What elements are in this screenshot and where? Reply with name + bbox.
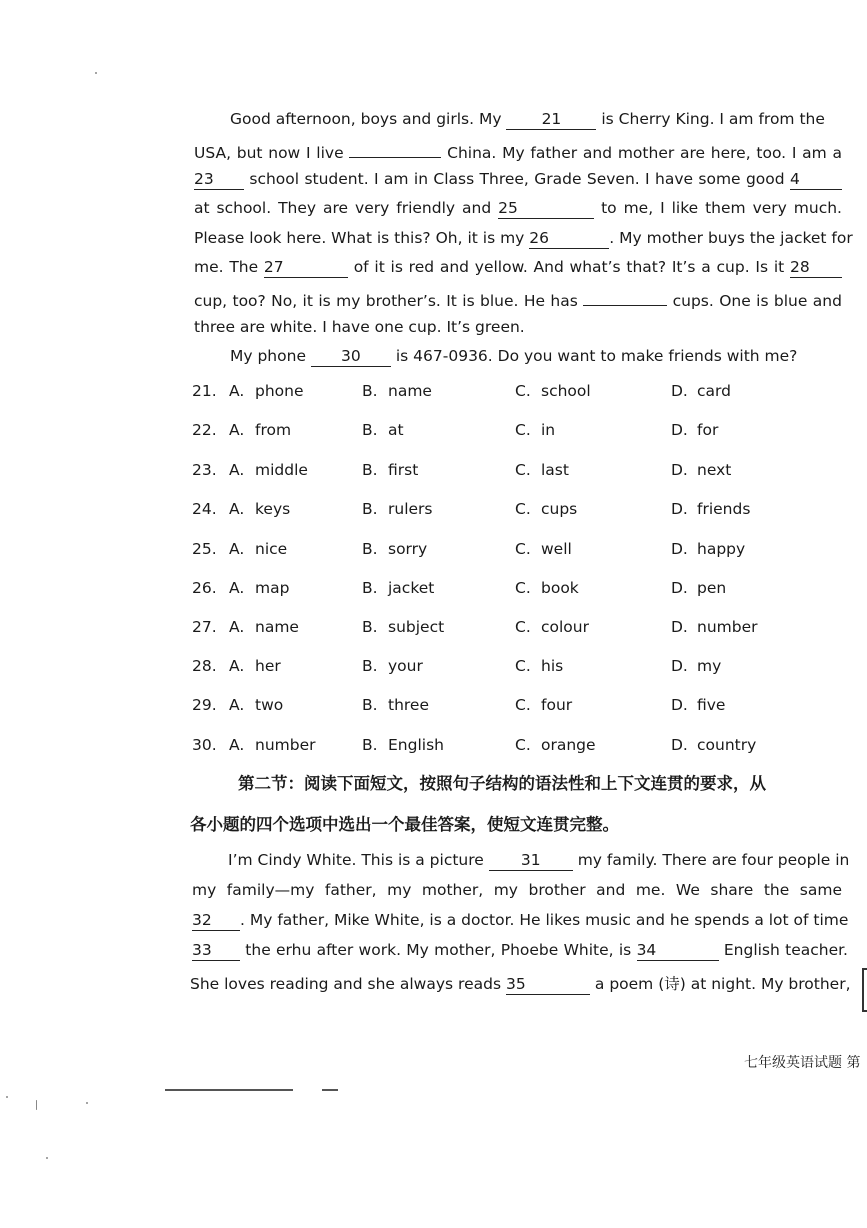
option-text: sorry xyxy=(388,540,428,558)
blank-21[interactable]: 21 xyxy=(506,110,596,130)
scan-speck xyxy=(95,72,97,74)
option-text: school xyxy=(541,382,591,400)
blank-33[interactable]: 33 xyxy=(192,941,240,961)
option-letter: C. xyxy=(515,618,531,636)
blank-28[interactable]: 28 xyxy=(790,258,842,278)
question-number: 28. xyxy=(192,657,217,675)
option-b[interactable] xyxy=(362,538,427,560)
option-letter: B. xyxy=(362,736,378,754)
option-c[interactable] xyxy=(515,419,555,441)
option-text: friends xyxy=(697,500,751,518)
scan-speck xyxy=(86,1102,88,1104)
option-a[interactable] xyxy=(229,616,299,638)
text: is Cherry King. I am from the xyxy=(601,110,825,128)
option-letter: D. xyxy=(671,618,688,636)
question-number: 23. xyxy=(192,461,217,479)
option-b[interactable] xyxy=(362,498,433,520)
option-text: cups xyxy=(541,500,578,518)
option-letter: C. xyxy=(515,382,531,400)
option-text: number xyxy=(697,618,758,636)
option-a[interactable] xyxy=(229,694,283,716)
scan-speck xyxy=(6,1096,8,1098)
option-b[interactable] xyxy=(362,459,418,481)
page-footer: 七年级英语试题 第 xyxy=(744,1055,861,1071)
passage2-line-3: 32 . My father, Mike White, is a doctor. He likes music and he spends a lot of time xyxy=(192,911,849,929)
option-letter: A. xyxy=(229,540,245,558)
option-d[interactable] xyxy=(671,498,750,520)
scan-speck xyxy=(46,1157,48,1159)
option-a[interactable] xyxy=(229,734,316,756)
option-c[interactable] xyxy=(515,577,579,599)
passage1-line-7: cup, too? No, it is my brother’s. It is blue. He has cups. One is blue and xyxy=(194,286,842,312)
question-number: 27. xyxy=(192,618,217,636)
option-text: last xyxy=(541,461,569,479)
passage2-line-5: She loves reading and she always reads 35 a poem (诗) at night. My brother, xyxy=(190,975,851,993)
option-b[interactable] xyxy=(362,419,404,441)
option-d[interactable] xyxy=(671,459,731,481)
option-c[interactable] xyxy=(515,380,591,402)
question-number: 24. xyxy=(192,500,217,518)
option-letter: A. xyxy=(229,421,245,439)
option-text: well xyxy=(541,540,572,558)
footer-rule xyxy=(165,1089,293,1091)
passage1-line-6: me. The 27 of it is red and yellow. And what’s that? It’s a cup. Is it 28 xyxy=(194,256,842,278)
option-text: phone xyxy=(255,382,304,400)
option-text: your xyxy=(388,657,423,675)
option-d[interactable] xyxy=(671,655,721,677)
blank-29[interactable] xyxy=(583,286,667,306)
option-letter: A. xyxy=(229,382,245,400)
option-letter: B. xyxy=(362,579,378,597)
option-text: at xyxy=(388,421,404,439)
question-row xyxy=(192,655,852,677)
option-text: name xyxy=(388,382,432,400)
option-text: keys xyxy=(255,500,291,518)
option-b[interactable] xyxy=(362,380,432,402)
option-letter: B. xyxy=(362,657,378,675)
option-b[interactable] xyxy=(362,734,444,756)
option-text: jacket xyxy=(388,579,435,597)
scan-speck xyxy=(36,1100,37,1110)
passage1-line-8: three are white. I have one cup. It’s green. xyxy=(194,318,525,336)
option-text: nice xyxy=(255,540,288,558)
option-letter: C. xyxy=(515,421,531,439)
option-text: number xyxy=(255,736,316,754)
option-letter: D. xyxy=(671,696,688,714)
question-row xyxy=(192,498,852,520)
option-d[interactable] xyxy=(671,694,725,716)
option-text: middle xyxy=(255,461,308,479)
passage1-line-4: at school. They are very friendly and 25 to me, I like them very much. xyxy=(194,199,842,217)
option-text: orange xyxy=(541,736,596,754)
option-a[interactable] xyxy=(229,419,291,441)
option-d[interactable] xyxy=(671,419,718,441)
question-number: 30. xyxy=(192,736,217,754)
option-letter: C. xyxy=(515,696,531,714)
section2-heading-line-1: 第二节：阅读下面短文，按照句子结构的语法性和上下文连贯的要求，从 xyxy=(238,774,766,793)
blank-27[interactable]: 27 xyxy=(264,258,348,278)
option-letter: C. xyxy=(515,736,531,754)
passage2-line-2: my family—my father, my mother, my brother and me. We share the same xyxy=(192,881,842,899)
option-text: pen xyxy=(697,579,727,597)
question-number: 22. xyxy=(192,421,217,439)
option-letter: D. xyxy=(671,579,688,597)
passage2-line-1: I’m Cindy White. This is a picture 31 my family. There are four people in xyxy=(228,851,850,869)
option-text: first xyxy=(388,461,419,479)
option-letter: A. xyxy=(229,618,245,636)
option-c[interactable] xyxy=(515,694,572,716)
option-letter: C. xyxy=(515,461,531,479)
question-row xyxy=(192,380,852,402)
option-text: rulers xyxy=(388,500,433,518)
option-letter: A. xyxy=(229,500,245,518)
option-text: her xyxy=(255,657,281,675)
option-text: map xyxy=(255,579,290,597)
option-letter: B. xyxy=(362,382,378,400)
option-letter: D. xyxy=(671,500,688,518)
option-letter: D. xyxy=(671,657,688,675)
question-row xyxy=(192,538,852,560)
option-letter: D. xyxy=(671,382,688,400)
blank-32[interactable]: 32 xyxy=(192,911,240,931)
option-c[interactable] xyxy=(515,655,563,677)
option-b[interactable] xyxy=(362,655,423,677)
option-a[interactable] xyxy=(229,538,287,560)
passage1-line-1 xyxy=(230,108,842,130)
option-letter: A. xyxy=(229,579,245,597)
option-letter: A. xyxy=(229,461,245,479)
option-text: name xyxy=(255,618,299,636)
option-letter: A. xyxy=(229,696,245,714)
option-b[interactable] xyxy=(362,577,434,599)
option-letter: B. xyxy=(362,500,378,518)
option-text: three xyxy=(388,696,430,714)
passage1-line-2: USA, but now I live China. My father and mother are here, too. I am a xyxy=(194,138,842,164)
question-number: 29. xyxy=(192,696,217,714)
passage1-line-5: Please look here. What is this? Oh, it is my 26 . My mother buys the jacket for xyxy=(194,229,853,247)
option-text: subject xyxy=(388,618,445,636)
blank-24[interactable]: 4 xyxy=(790,170,842,190)
option-text: next xyxy=(697,461,732,479)
section2-heading-line-2: 各小题的四个选项中选出一个最佳答案，使短文连贯完整。 xyxy=(190,815,619,834)
option-text: in xyxy=(541,421,556,439)
option-c[interactable] xyxy=(515,734,596,756)
blank-30[interactable]: 30 xyxy=(311,347,391,367)
question-row xyxy=(192,419,852,441)
option-d[interactable] xyxy=(671,616,758,638)
blank-22[interactable] xyxy=(349,138,441,158)
option-a[interactable] xyxy=(229,577,289,599)
question-row xyxy=(192,734,852,756)
blank-31[interactable]: 31 xyxy=(489,851,573,871)
question-number: 21. xyxy=(192,382,217,400)
passage2-line-4: 33 the erhu after work. My mother, Phoebe White, is 34 English teacher. xyxy=(192,941,848,959)
blank-25[interactable]: 25 xyxy=(498,199,594,219)
text: Good afternoon, boys and girls. My xyxy=(230,110,502,128)
question-row xyxy=(192,694,852,716)
option-text: English xyxy=(388,736,444,754)
option-d[interactable] xyxy=(671,380,731,402)
option-d[interactable] xyxy=(671,538,745,560)
option-letter: C. xyxy=(515,579,531,597)
passage1-line-9: My phone 30 is 467-0936. Do you want to make friends with me? xyxy=(230,347,798,365)
option-b[interactable] xyxy=(362,616,444,638)
option-d[interactable] xyxy=(671,734,756,756)
question-number: 25. xyxy=(192,540,217,558)
option-text: colour xyxy=(541,618,589,636)
option-text: book xyxy=(541,579,579,597)
option-text: his xyxy=(541,657,564,675)
question-row xyxy=(192,577,852,599)
blank-34[interactable]: 34 xyxy=(637,941,719,961)
option-letter: A. xyxy=(229,657,245,675)
option-a[interactable] xyxy=(229,380,304,402)
question-number: 26. xyxy=(192,579,217,597)
option-letter: A. xyxy=(229,736,245,754)
option-text: my xyxy=(697,657,722,675)
option-letter: D. xyxy=(671,461,688,479)
option-letter: B. xyxy=(362,540,378,558)
option-letter: D. xyxy=(671,540,688,558)
question-row xyxy=(192,459,852,481)
option-a[interactable] xyxy=(229,498,290,520)
option-letter: B. xyxy=(362,618,378,636)
passage1-line-3: 23 school student. I am in Class Three, Grade Seven. I have some good 4 xyxy=(194,168,842,190)
option-letter: B. xyxy=(362,421,378,439)
option-text: five xyxy=(697,696,726,714)
option-letter: B. xyxy=(362,461,378,479)
option-letter: D. xyxy=(671,736,688,754)
option-a[interactable] xyxy=(229,655,281,677)
option-c[interactable] xyxy=(515,538,572,560)
option-text: country xyxy=(697,736,757,754)
page-edge-bracket xyxy=(862,968,867,1012)
option-text: two xyxy=(255,696,284,714)
option-a[interactable] xyxy=(229,459,308,481)
option-letter: C. xyxy=(515,500,531,518)
option-letter: D. xyxy=(671,421,688,439)
option-d[interactable] xyxy=(671,577,726,599)
option-text: four xyxy=(541,696,573,714)
blank-23[interactable]: 23 xyxy=(194,170,244,190)
blank-26[interactable]: 26 xyxy=(529,229,609,249)
option-c[interactable] xyxy=(515,498,577,520)
option-text: card xyxy=(697,382,731,400)
footer-rule-short xyxy=(322,1089,338,1091)
option-c[interactable] xyxy=(515,616,589,638)
blank-35[interactable]: 35 xyxy=(506,975,590,995)
option-text: for xyxy=(697,421,719,439)
option-text: happy xyxy=(697,540,746,558)
option-c[interactable] xyxy=(515,459,569,481)
option-letter: C. xyxy=(515,540,531,558)
option-text: from xyxy=(255,421,292,439)
option-letter: C. xyxy=(515,657,531,675)
question-row xyxy=(192,616,852,638)
option-b[interactable] xyxy=(362,694,429,716)
option-letter: B. xyxy=(362,696,378,714)
